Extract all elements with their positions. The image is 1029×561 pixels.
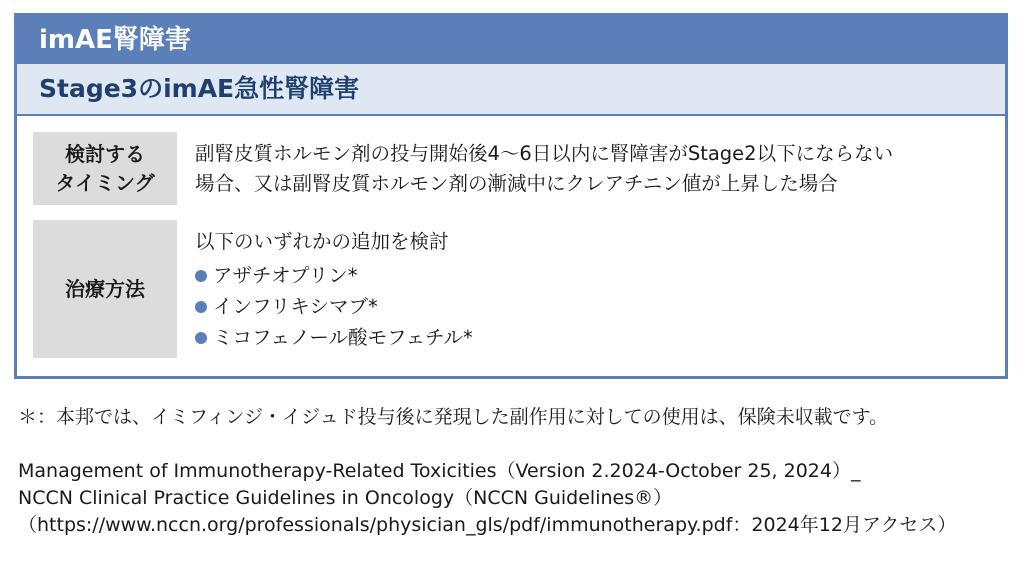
source-citation [18,458,956,539]
bullet-dot-icon [195,332,207,344]
list-item [195,322,473,353]
treatment-content [177,220,473,358]
drug-name: インフリキシマブ* [213,294,378,318]
list-item [195,260,473,291]
timing-row [33,132,995,205]
treatment-intro: 以下のいずれかの追加を検討 [195,230,449,253]
source-line2: NCCN Clinical Practice Guidelines in Oncology（NCCN Guidelines®） [18,487,673,509]
panel-title: imAE腎障害 [17,16,1005,64]
stage-title: Stage3のimAE急性腎障害 [17,64,1005,116]
treatment-label: 治療方法 [33,220,177,358]
drug-name: アザチオプリン* [213,263,358,287]
treatment-row [33,220,995,358]
footnote: ＊：本邦では、イミフィンジ・イジュド投与後に発現した副作用に対しての使用は、保険未収載です。 [18,406,889,428]
list-item [195,291,473,322]
timing-text-line2: 場合、又は副腎皮質ホルモン剤の漸減中にクレアチニン値が上昇した場合 [195,172,838,195]
bullet-dot-icon [195,301,207,313]
timing-label-line1: 検討する [64,141,145,166]
timing-content [177,132,893,205]
imae-kidney-panel [14,13,1008,379]
drug-name: ミコフェノール酸モフェチル* [213,325,473,349]
timing-label [33,132,177,205]
source-line1: Management of Immunotherapy-Related Toxicities（Version 2.2024-October 25, 2024）_ [18,460,861,482]
timing-label-line2: タイミング [55,170,155,195]
source-line3: （https://www.nccn.org/professionals/physician_gls/pdf/immunotherapy.pdf：2024年12月アクセス） [18,514,957,536]
timing-text-line1: 副腎皮質ホルモン剤の投与開始後4〜6日以内に腎障害がStage2以下にならない [195,142,894,165]
bullet-dot-icon [195,270,207,282]
